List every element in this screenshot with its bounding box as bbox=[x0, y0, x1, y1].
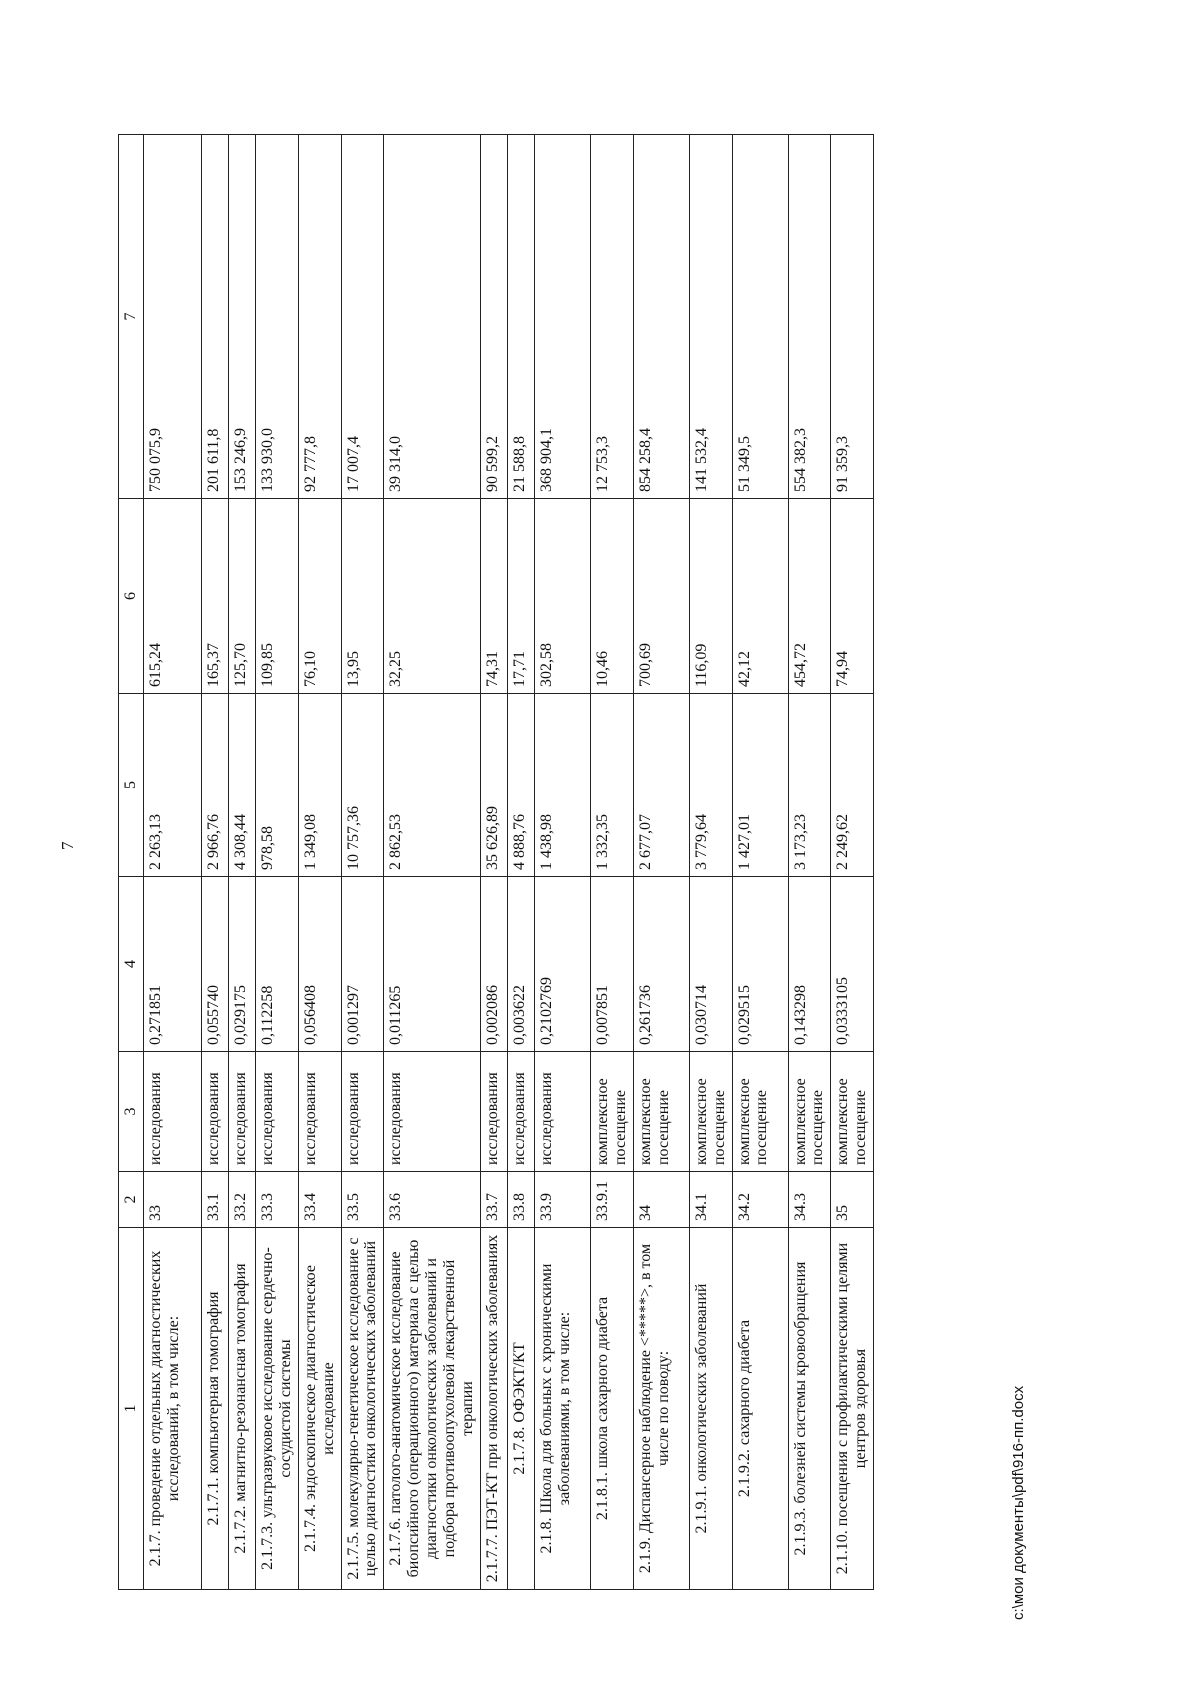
row-code-cell: 34 bbox=[633, 1172, 689, 1228]
table-row bbox=[255, 135, 298, 1590]
row-value-cell: 700,69 bbox=[633, 499, 689, 694]
table-row bbox=[534, 135, 590, 1590]
row-value-cell: 2 862,53 bbox=[384, 694, 481, 877]
row-value-cell: 615,24 bbox=[143, 499, 201, 694]
row-unit-cell: исследования bbox=[507, 1052, 534, 1172]
row-unit-cell: исследования bbox=[143, 1052, 201, 1172]
row-value-cell: 0,056408 bbox=[298, 877, 341, 1052]
row-value-cell: 12 753,3 bbox=[590, 135, 633, 499]
table-header-row bbox=[119, 135, 144, 1590]
column-header: 4 bbox=[119, 877, 144, 1052]
row-code-cell: 33.4 bbox=[298, 1172, 341, 1228]
column-header: 3 bbox=[119, 1052, 144, 1172]
row-value-cell: 554 382,3 bbox=[788, 135, 831, 499]
page-number: 7 bbox=[58, 841, 77, 850]
row-unit-cell: исследования bbox=[255, 1052, 298, 1172]
row-code-cell: 33.1 bbox=[201, 1172, 228, 1228]
row-value-cell: 2 677,07 bbox=[633, 694, 689, 877]
row-code-cell: 33.3 bbox=[255, 1172, 298, 1228]
row-value-cell: 0,2102769 bbox=[534, 877, 590, 1052]
row-value-cell: 0,002086 bbox=[480, 877, 507, 1052]
row-value-cell: 141 532,4 bbox=[689, 135, 732, 499]
row-value-cell: 2 966,76 bbox=[201, 694, 228, 877]
row-value-cell: 1 332,35 bbox=[590, 694, 633, 877]
row-value-cell: 13,95 bbox=[341, 499, 384, 694]
row-value-cell: 39 314,0 bbox=[384, 135, 481, 499]
row-value-cell: 0,261736 bbox=[633, 877, 689, 1052]
row-unit-cell: исследования bbox=[228, 1052, 255, 1172]
table-row bbox=[689, 135, 732, 1590]
row-value-cell: 10 757,36 bbox=[341, 694, 384, 877]
row-value-cell: 92 777,8 bbox=[298, 135, 341, 499]
row-code-cell: 33.7 bbox=[480, 1172, 507, 1228]
row-value-cell: 133 930,0 bbox=[255, 135, 298, 499]
column-header: 5 bbox=[119, 694, 144, 877]
row-value-cell: 0,011265 bbox=[384, 877, 481, 1052]
row-value-cell: 4 888,76 bbox=[507, 694, 534, 877]
table-row bbox=[298, 135, 341, 1590]
row-value-cell: 0,143298 bbox=[788, 877, 831, 1052]
column-header: 6 bbox=[119, 499, 144, 694]
data-table bbox=[118, 134, 874, 1590]
row-name-cell: 2.1.9.1. онкологических заболеваний bbox=[689, 1228, 732, 1590]
row-name-cell: 2.1.7.5. молекулярно-генетическое исследование с целью диагностики онкологических заболеваний bbox=[341, 1228, 384, 1590]
row-value-cell: 0,029515 bbox=[732, 877, 788, 1052]
row-value-cell: 1 349,08 bbox=[298, 694, 341, 877]
row-unit-cell: комплексное посещение bbox=[831, 1052, 874, 1172]
table-row bbox=[480, 135, 507, 1590]
row-code-cell: 33.2 bbox=[228, 1172, 255, 1228]
row-unit-cell: исследования bbox=[384, 1052, 481, 1172]
rotated-page bbox=[50, 80, 1050, 1620]
row-name-cell: 2.1.7.8. ОФЭКТ/КТ bbox=[507, 1228, 534, 1590]
row-name-cell: 2.1.7. проведение отдельных диагностических исследований, в том числе: bbox=[143, 1228, 201, 1590]
row-name-cell: 2.1.9. Диспансерное наблюдение <*****>, в том числе по поводу: bbox=[633, 1228, 689, 1590]
row-value-cell: 454,72 bbox=[788, 499, 831, 694]
row-name-cell: 2.1.7.1. компьютерная томография bbox=[201, 1228, 228, 1590]
row-value-cell: 74,94 bbox=[831, 499, 874, 694]
row-unit-cell: комплексное посещение bbox=[689, 1052, 732, 1172]
column-header: 1 bbox=[119, 1228, 144, 1590]
row-code-cell: 33.9 bbox=[534, 1172, 590, 1228]
row-value-cell: 0,003622 bbox=[507, 877, 534, 1052]
row-code-cell: 33.8 bbox=[507, 1172, 534, 1228]
row-value-cell: 1 427,01 bbox=[732, 694, 788, 877]
row-value-cell: 91 359,3 bbox=[831, 135, 874, 499]
row-name-cell: 2.1.9.3. болезней системы кровообращения bbox=[788, 1228, 831, 1590]
row-unit-cell: исследования bbox=[480, 1052, 507, 1172]
row-value-cell: 116,09 bbox=[689, 499, 732, 694]
table-row bbox=[384, 135, 481, 1590]
row-unit-cell: комплексное посещение bbox=[633, 1052, 689, 1172]
row-value-cell: 10,46 bbox=[590, 499, 633, 694]
row-value-cell: 17 007,4 bbox=[341, 135, 384, 499]
row-value-cell: 4 308,44 bbox=[228, 694, 255, 877]
column-header: 7 bbox=[119, 135, 144, 499]
table-row bbox=[831, 135, 874, 1590]
row-value-cell: 125,70 bbox=[228, 499, 255, 694]
row-value-cell: 74,31 bbox=[480, 499, 507, 694]
row-value-cell: 0,007851 bbox=[590, 877, 633, 1052]
table-row bbox=[788, 135, 831, 1590]
row-name-cell: 2.1.8.1. школа сахарного диабета bbox=[590, 1228, 633, 1590]
row-value-cell: 35 626,89 bbox=[480, 694, 507, 877]
row-value-cell: 21 588,8 bbox=[507, 135, 534, 499]
row-unit-cell: исследования bbox=[298, 1052, 341, 1172]
row-code-cell: 34.3 bbox=[788, 1172, 831, 1228]
row-value-cell: 1 438,98 bbox=[534, 694, 590, 877]
table-row bbox=[201, 135, 228, 1590]
row-unit-cell: исследования bbox=[534, 1052, 590, 1172]
row-code-cell: 34.2 bbox=[732, 1172, 788, 1228]
row-value-cell: 0,030714 bbox=[689, 877, 732, 1052]
row-name-cell: 2.1.9.2. сахарного диабета bbox=[732, 1228, 788, 1590]
row-value-cell: 3 779,64 bbox=[689, 694, 732, 877]
row-unit-cell: комплексное посещение bbox=[732, 1052, 788, 1172]
row-unit-cell: исследования bbox=[201, 1052, 228, 1172]
row-code-cell: 33.5 bbox=[341, 1172, 384, 1228]
row-value-cell: 750 075,9 bbox=[143, 135, 201, 499]
row-name-cell: 2.1.10. посещения с профилактическими целями центров здоровья bbox=[831, 1228, 874, 1590]
table-row bbox=[507, 135, 534, 1590]
row-value-cell: 0,001297 bbox=[341, 877, 384, 1052]
column-header: 2 bbox=[119, 1172, 144, 1228]
row-code-cell: 33.6 bbox=[384, 1172, 481, 1228]
row-value-cell: 854 258,4 bbox=[633, 135, 689, 499]
row-name-cell: 2.1.7.3. ультразвуковое исследование сердечно-сосудистой системы bbox=[255, 1228, 298, 1590]
row-code-cell: 34.1 bbox=[689, 1172, 732, 1228]
table-row bbox=[732, 135, 788, 1590]
row-unit-cell: комплексное посещение bbox=[788, 1052, 831, 1172]
table-row bbox=[341, 135, 384, 1590]
row-value-cell: 302,58 bbox=[534, 499, 590, 694]
row-value-cell: 165,37 bbox=[201, 499, 228, 694]
row-code-cell: 33.9.1 bbox=[590, 1172, 633, 1228]
row-value-cell: 51 349,5 bbox=[732, 135, 788, 499]
row-name-cell: 2.1.8. Школа для больных с хроническими заболеваниями, в том числе: bbox=[534, 1228, 590, 1590]
file-path-footer: c:\мои документы\pdf\916-пп.docx bbox=[1010, 1385, 1027, 1620]
table-row bbox=[228, 135, 255, 1590]
row-name-cell: 2.1.7.4. эндоскопическое диагностическое исследование bbox=[298, 1228, 341, 1590]
row-value-cell: 90 599,2 bbox=[480, 135, 507, 499]
row-value-cell: 2 249,62 bbox=[831, 694, 874, 877]
row-value-cell: 0,0333105 bbox=[831, 877, 874, 1052]
row-value-cell: 2 263,13 bbox=[143, 694, 201, 877]
row-value-cell: 3 173,23 bbox=[788, 694, 831, 877]
row-value-cell: 368 904,1 bbox=[534, 135, 590, 499]
row-name-cell: 2.1.7.6. патолого-анатомическое исследование биопсийного (операционного) материала с целью диагностики онкологических заболеваний и подбора противоопухолевой лекарственной терапии bbox=[384, 1228, 481, 1590]
row-value-cell: 0,029175 bbox=[228, 877, 255, 1052]
row-value-cell: 153 246,9 bbox=[228, 135, 255, 499]
row-value-cell: 109,85 bbox=[255, 499, 298, 694]
table-row bbox=[633, 135, 689, 1590]
row-value-cell: 0,055740 bbox=[201, 877, 228, 1052]
row-unit-cell: комплексное посещение bbox=[590, 1052, 633, 1172]
row-value-cell: 42,12 bbox=[732, 499, 788, 694]
table-row bbox=[143, 135, 201, 1590]
row-value-cell: 17,71 bbox=[507, 499, 534, 694]
row-value-cell: 76,10 bbox=[298, 499, 341, 694]
row-code-cell: 33 bbox=[143, 1172, 201, 1228]
table-row bbox=[590, 135, 633, 1590]
row-value-cell: 978,58 bbox=[255, 694, 298, 877]
row-value-cell: 201 611,8 bbox=[201, 135, 228, 499]
row-code-cell: 35 bbox=[831, 1172, 874, 1228]
row-name-cell: 2.1.7.2. магнитно-резонансная томография bbox=[228, 1228, 255, 1590]
row-value-cell: 0,112258 bbox=[255, 877, 298, 1052]
row-name-cell: 2.1.7.7. ПЭТ-КТ при онкологических заболеваниях bbox=[480, 1228, 507, 1590]
row-value-cell: 32,25 bbox=[384, 499, 481, 694]
row-unit-cell: исследования bbox=[341, 1052, 384, 1172]
row-value-cell: 0,271851 bbox=[143, 877, 201, 1052]
